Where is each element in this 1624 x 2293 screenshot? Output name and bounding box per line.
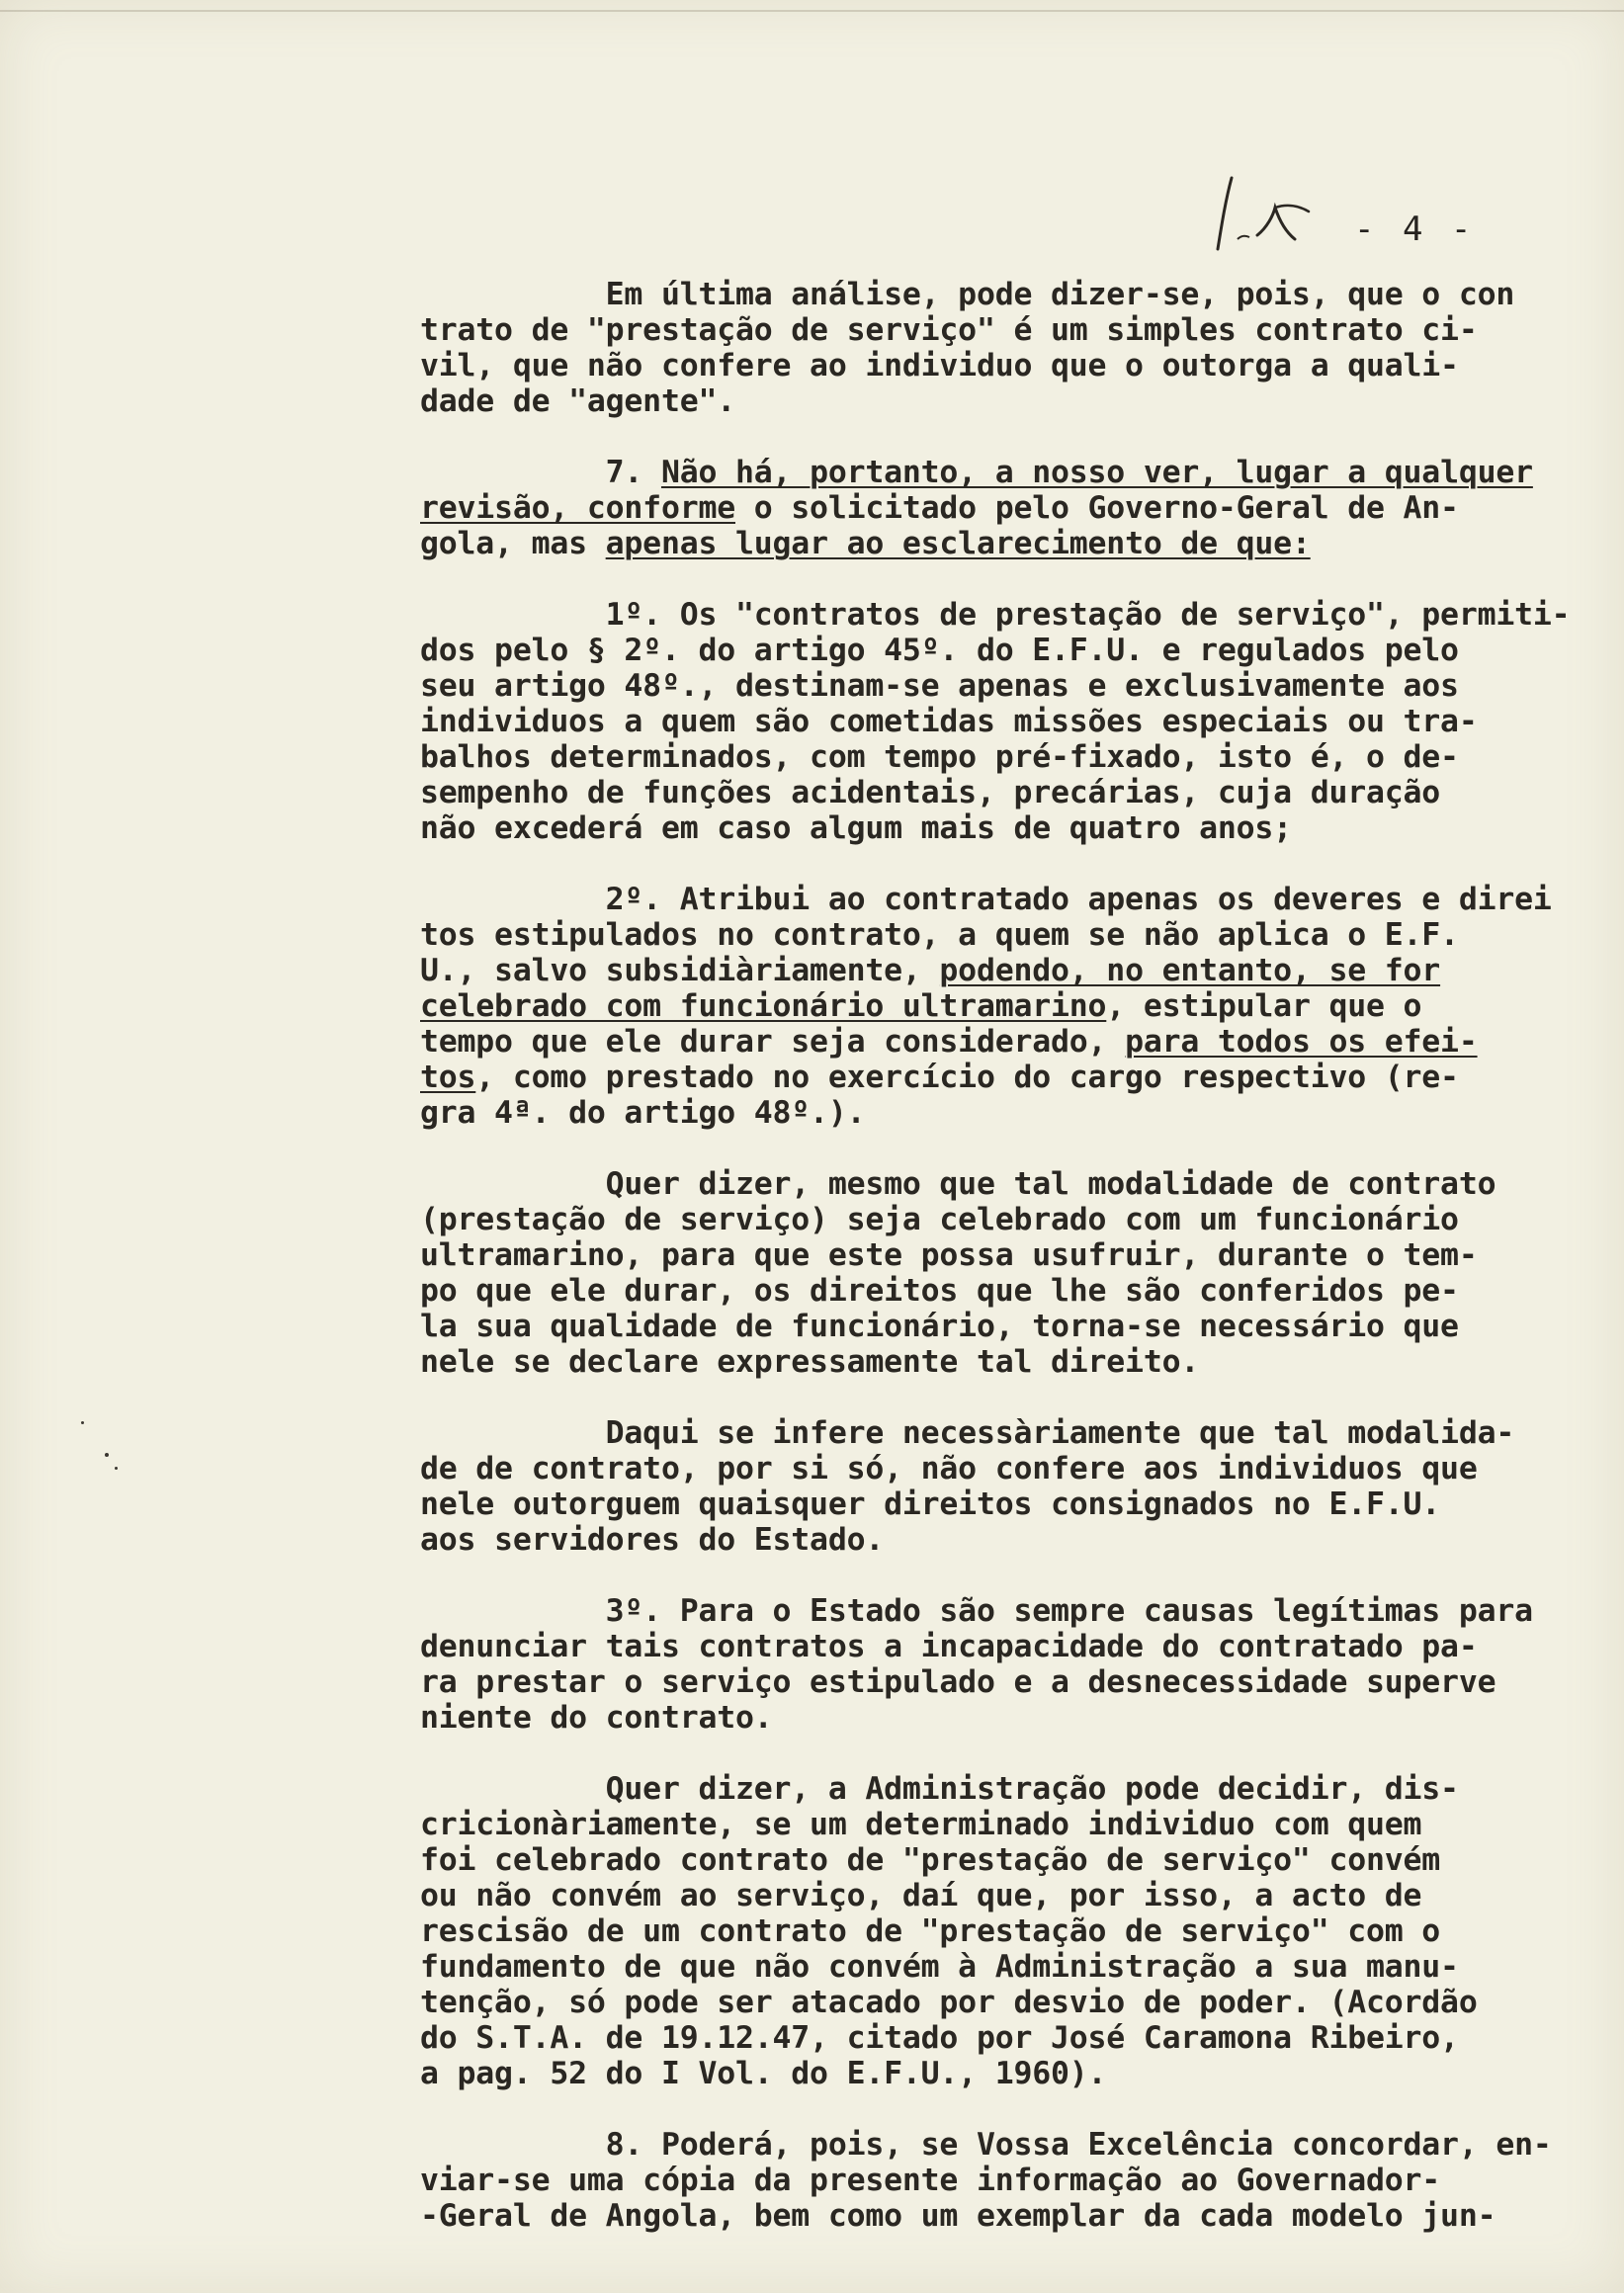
text-line: cricionàriamente, se um determinado individuo com quem <box>420 1807 1422 1842</box>
text-line: Em última análise, pode dizer-se, pois, que o con <box>420 277 1515 312</box>
text-line: po que ele durar, os direitos que lhe são conferidos pe- <box>420 1273 1459 1309</box>
text-line: gra 4ª. do artigo 48º.). <box>420 1095 866 1131</box>
text-line: trato de "prestação de serviço" é um simples contrato ci- <box>420 312 1478 348</box>
text-line: não excederá em caso algum mais de quatro anos; <box>420 810 1292 846</box>
text-line: gola, mas apenas lugar ao esclarecimento de que: <box>420 526 1311 561</box>
text-line: -Geral de Angola, bem como um exemplar da cada modelo jun- <box>420 2198 1496 2234</box>
underlined-text: tos <box>420 1060 476 1095</box>
text-line: a pag. 52 do I Vol. do E.F.U., 1960). <box>420 2056 1107 2091</box>
text-line: nele outorguem quaisquer direitos consignados no E.F.U. <box>420 1486 1441 1522</box>
text-line: denunciar tais contratos a incapacidade do contratado pa- <box>420 1629 1478 1664</box>
scan-speck <box>105 1453 109 1457</box>
text-line: rescisão de um contrato de "prestação de serviço" com o <box>420 1913 1441 1949</box>
text-line: nele se declare expressamente tal direito. <box>420 1344 1200 1380</box>
text-line: sempenho de funções acidentais, precárias, cuja duração <box>420 775 1441 810</box>
text-line: 7. Não há, portanto, a nosso ver, lugar a qualquer <box>420 455 1533 490</box>
text-line: tempo que ele durar seja considerado, para todos os efei- <box>420 1024 1478 1060</box>
paragraph-gap <box>420 1131 1532 1166</box>
scan-speck <box>81 1421 84 1424</box>
text-line: la sua qualidade de funcionário, torna-se necessário que <box>420 1309 1459 1344</box>
text-line: aos servidores do Estado. <box>420 1522 885 1558</box>
text-line: dos pelo § 2º. do artigo 45º. do E.F.U. e regulados pelo <box>420 633 1459 668</box>
underlined-text: apenas lugar ao esclarecimento de que: <box>605 526 1311 561</box>
text-line: foi celebrado contrato de "prestação de serviço" convém <box>420 1842 1441 1878</box>
text-line: balhos determinados, com tempo pré-fixado, isto é, o de- <box>420 739 1459 775</box>
text-line: ultramarino, para que este possa usufruir, durante o tem- <box>420 1237 1478 1273</box>
underlined-text: para todos os efei- <box>1125 1024 1478 1060</box>
text-line: seu artigo 48º., destinam-se apenas e exclusivamente aos <box>420 668 1459 704</box>
text-line: ra prestar o serviço estipulado e a desnecessidade superve <box>420 1664 1496 1700</box>
text-line: dade de "agente". <box>420 383 735 419</box>
text-line: de de contrato, por si só, não confere aos individuos que <box>420 1451 1478 1486</box>
paragraph-gap <box>420 419 1532 455</box>
text-line: 2º. Atribui ao contratado apenas os deveres e direi <box>420 882 1552 917</box>
paragraph-gap <box>420 1558 1532 1593</box>
text-line: viar-se uma cópia da presente informação ao Governador- <box>420 2163 1441 2198</box>
text-line: tenção, só pode ser atacado por desvio de poder. (Acordão <box>420 1985 1478 2020</box>
paragraph-gap <box>420 561 1532 597</box>
scan-top-edge <box>0 10 1624 12</box>
text-line: do S.T.A. de 19.12.47, citado por José Caramona Ribeiro, <box>420 2020 1459 2056</box>
underlined-text: revisão, conforme <box>420 490 735 526</box>
paragraph-gap <box>420 2091 1532 2127</box>
text-line: Quer dizer, mesmo que tal modalidade de contrato <box>420 1166 1496 1202</box>
text-line: vil, que não confere ao individuo que o outorga a quali- <box>420 348 1459 383</box>
text-line: 8. Poderá, pois, se Vossa Excelência concordar, en- <box>420 2127 1552 2163</box>
text-line: ou não convém ao serviço, daí que, por isso, a acto de <box>420 1878 1422 1913</box>
text-line: niente do contrato. <box>420 1700 773 1736</box>
text-line: Quer dizer, a Administração pode decidir, dis- <box>420 1771 1459 1807</box>
text-line: revisão, conforme o solicitado pelo Governo-Geral de An- <box>420 490 1459 526</box>
underlined-text: celebrado com funcionário ultramarino <box>420 988 1107 1024</box>
text-line: individuos a quem são cometidas missões especiais ou tra- <box>420 704 1478 739</box>
text-line: tos estipulados no contrato, a quem se não aplica o E.F. <box>420 917 1459 953</box>
document-body <box>420 277 1571 2234</box>
text-line: 3º. Para o Estado são sempre causas legítimas para <box>420 1593 1533 1629</box>
scan-speck <box>115 1467 118 1470</box>
text-line: Daqui se infere necessàriamente que tal modalida- <box>420 1415 1515 1451</box>
text-line: 1º. Os "contratos de prestação de serviço", permiti- <box>420 597 1571 633</box>
page-number: - 4 - <box>1354 210 1476 249</box>
paragraph-gap <box>420 1380 1532 1415</box>
text-line: tos, como prestado no exercício do cargo respectivo (re- <box>420 1060 1459 1095</box>
handwritten-initials-icon <box>1196 170 1344 259</box>
text-line: (prestação de serviço) seja celebrado com um funcionário <box>420 1202 1459 1237</box>
text-line: celebrado com funcionário ultramarino, estipular que o <box>420 988 1422 1024</box>
paragraph-gap <box>420 1736 1532 1771</box>
text-line: fundamento de que não convém à Administração a sua manu- <box>420 1949 1459 1985</box>
underlined-text: Não há, portanto, a nosso ver, lugar a qualquer <box>660 455 1533 490</box>
text-line: U., salvo subsidiàriamente, podendo, no entanto, se for <box>420 953 1441 988</box>
paragraph-gap <box>420 846 1532 882</box>
underlined-text: podendo, no entanto, se for <box>939 953 1441 988</box>
